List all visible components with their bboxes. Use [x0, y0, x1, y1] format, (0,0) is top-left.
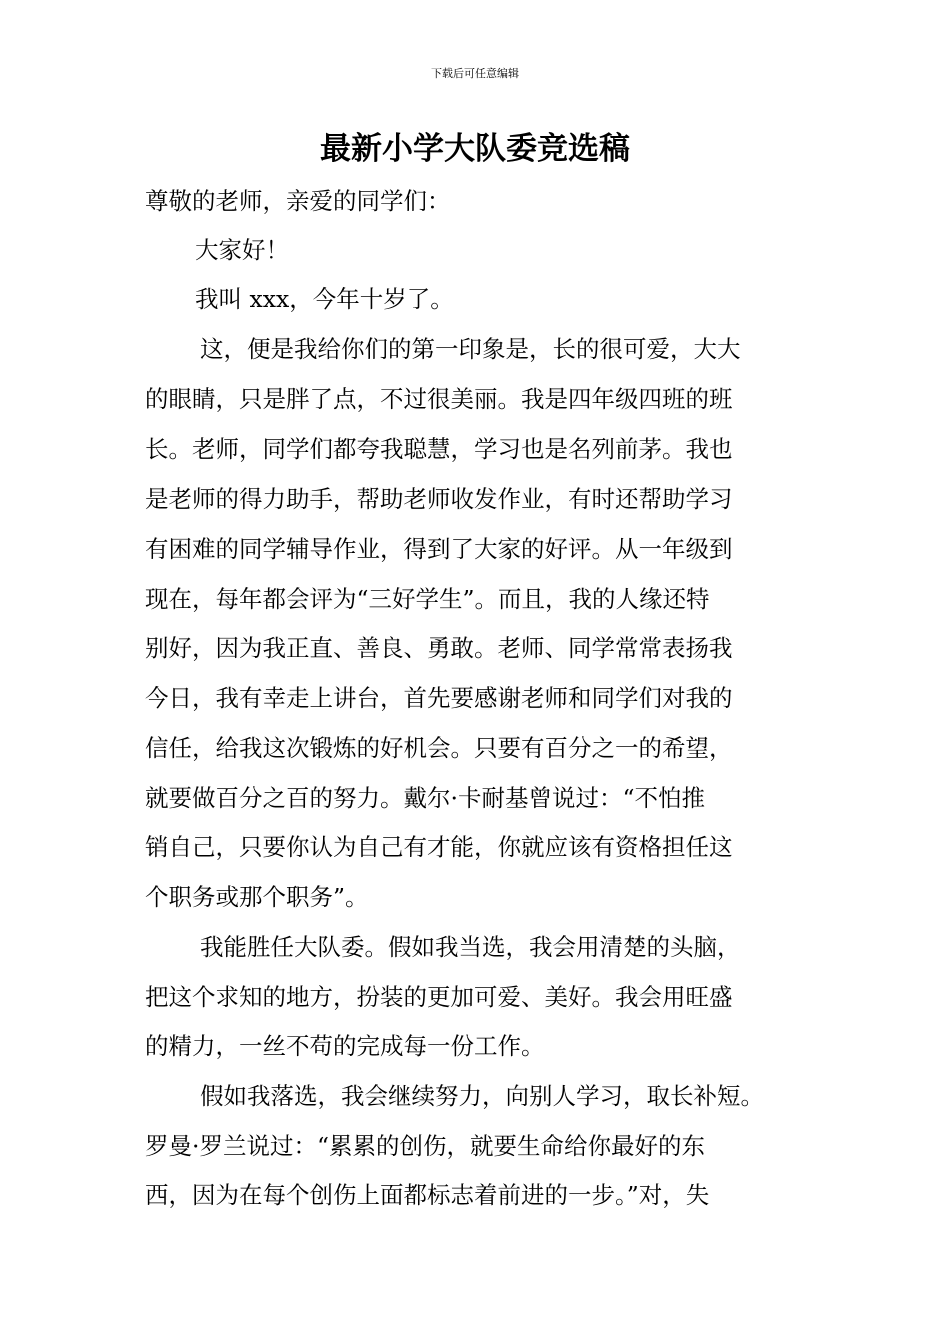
paragraph-line: 销自己，只要你认为自己有才能，你就应该有资格担任这 [145, 833, 733, 861]
salutation-line: 大家好！ [195, 236, 289, 264]
paragraph-line: 别好，因为我正直、善良、勇敢。老师、同学常常表扬我 [145, 634, 733, 662]
paragraph-line: 个职务或那个职务”。 [145, 883, 369, 911]
paragraph-line: 的眼睛，只是胖了点，不过很美丽。我是四年级四班的班 [145, 385, 733, 413]
paragraph-line: 西，因为在每个创伤上面都标志着前进的一步。”对，失 [145, 1181, 710, 1209]
intro-line: 我叫 xxx，今年十岁了。 [195, 285, 454, 313]
header-note: 下载后可任意编辑 [431, 67, 519, 80]
paragraph-line: 这，便是我给你们的第一印象是，长的很可爱，大大 [200, 335, 741, 363]
paragraph-line: 是老师的得力助手，帮助老师收发作业，有时还帮助学习 [145, 485, 733, 513]
paragraph-line: 有困难的同学辅导作业，得到了大家的好评。从一年级到 [145, 535, 733, 563]
paragraph-line: 的精力，一丝不苟的完成每一份工作。 [145, 1032, 545, 1060]
paragraph-line: 罗曼·罗兰说过：“累累的创伤，就要生命给你最好的东 [145, 1132, 705, 1160]
paragraph-line: 今日，我有幸走上讲台，首先要感谢老师和同学们对我的 [145, 684, 733, 712]
greeting-line: 尊敬的老师，亲爱的同学们： [145, 187, 451, 215]
paragraph-line: 长。老师，同学们都夸我聪慧，学习也是名列前茅。我也 [145, 435, 733, 463]
paragraph-line: 信任，给我这次锻炼的好机会。只要有百分之一的希望， [145, 734, 733, 762]
paragraph-line: 现在，每年都会评为“三好学生”。而且，我的人缘还特 [145, 585, 710, 613]
paragraph-line: 把这个求知的地方，扮装的更加可爱、美好。我会用旺盛 [145, 983, 733, 1011]
paragraph-line: 我能胜任大队委。假如我当选，我会用清楚的头脑， [200, 933, 741, 961]
document-title: 最新小学大队委竞选稿 [320, 131, 630, 167]
paragraph-line: 就要做百分之百的努力。戴尔·卡耐基曾说过：“不怕推 [145, 784, 705, 812]
paragraph-line: 假如我落选，我会继续努力，向别人学习，取长补短。 [200, 1082, 764, 1110]
